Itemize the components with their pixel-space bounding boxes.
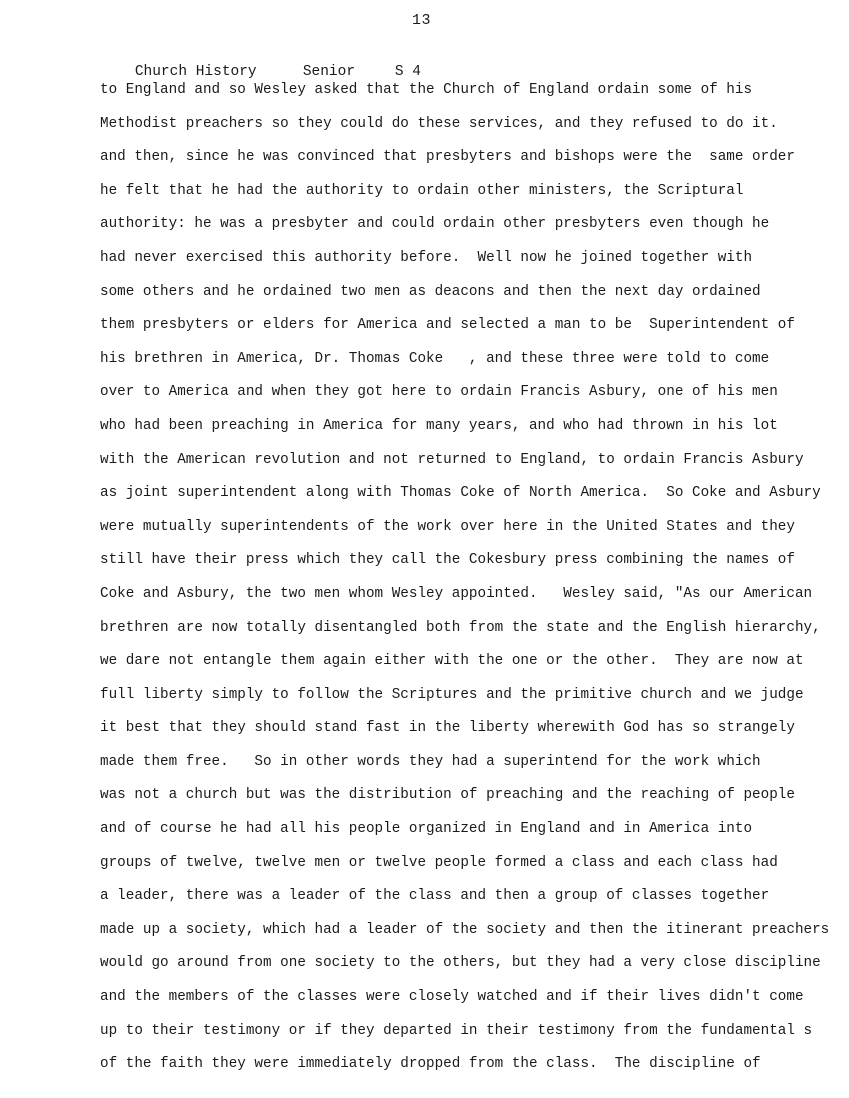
text-line: Methodist preachers so they could do these services, and they refused to do it. [100,115,778,132]
text-line: a leader, there was a leader of the class and then a group of classes together [100,888,770,905]
text-line: he felt that he had the authority to ordain other ministers, the Scriptural [100,182,744,199]
text-line: with the American revolution and not returned to England, to ordain Francis Asbury [100,451,804,468]
text-line: his brethren in America, Dr. Thomas Coke , and these three were told to come [100,350,770,367]
text-line: full liberty simply to follow the Scriptures and the primitive church and we judge [100,686,804,703]
text-line: had never exercised this authority before. Well now he joined together with [100,249,753,266]
text-line: groups of twelve, twelve men or twelve people formed a class and each class had [100,854,778,871]
text-line: Coke and Asbury, the two men whom Wesley appointed. Wesley said, "As our American [100,585,813,602]
text-line: we dare not entangle them again either with the one or the other. They are now at [100,653,804,670]
text-line: would go around from one society to the others, but they had a very close discipline [100,955,821,972]
text-line: and the members of the classes were closely watched and if their lives didn't come [100,989,804,1006]
text-line: were mutually superintendents of the work over here in the United States and they [100,518,795,535]
text-line: made them free. So in other words they had a superintend for the work which [100,753,761,770]
text-line: and of course he had all his people organized in England and in America into [100,821,753,838]
text-line: as joint superintendent along with Thomas Coke of North America. So Coke and Asbury [100,485,821,502]
header-section: S 4 [394,64,421,80]
text-line: up to their testimony or if they departed in their testimony from the fundamental s [100,1022,813,1039]
text-line: made up a society, which had a leader of the society and then the itinerant preachers [100,921,830,938]
text-line: and then, since he was convinced that presbyters and bishops were the same order [100,149,795,166]
page-number: 13 [412,12,432,29]
header-level: Senior [302,64,356,80]
text-line: was not a church but was the distribution of preaching and the reaching of people [100,787,795,804]
text-line: some others and he ordained two men as deacons and then the next day ordained [100,283,761,300]
text-line: over to America and when they got here to ordain Francis Asbury, one of his men [100,384,778,401]
text-line: brethren are now totally disentangled both from the state and the English hierarchy, [100,619,821,636]
text-line: them presbyters or elders for America and selected a man to be Superintendent of [100,317,795,334]
header-course: Church History [134,64,257,80]
text-line: to England and so Wesley asked that the Church of England ordain some of his [100,82,753,98]
text-line: it best that they should stand fast in the liberty wherewith God has so strangely [100,720,795,737]
text-line: of the faith they were immediately dropped from the class. The discipline of [100,1056,761,1073]
text-line: still have their press which they call the Cokesbury press combining the names of [100,552,795,569]
body-text [100,81,835,1089]
text-line: who had been preaching in America for many years, and who had thrown in his lot [100,417,778,434]
text-line: authority: he was a presbyter and could ordain other presbyters even though he [100,216,770,233]
